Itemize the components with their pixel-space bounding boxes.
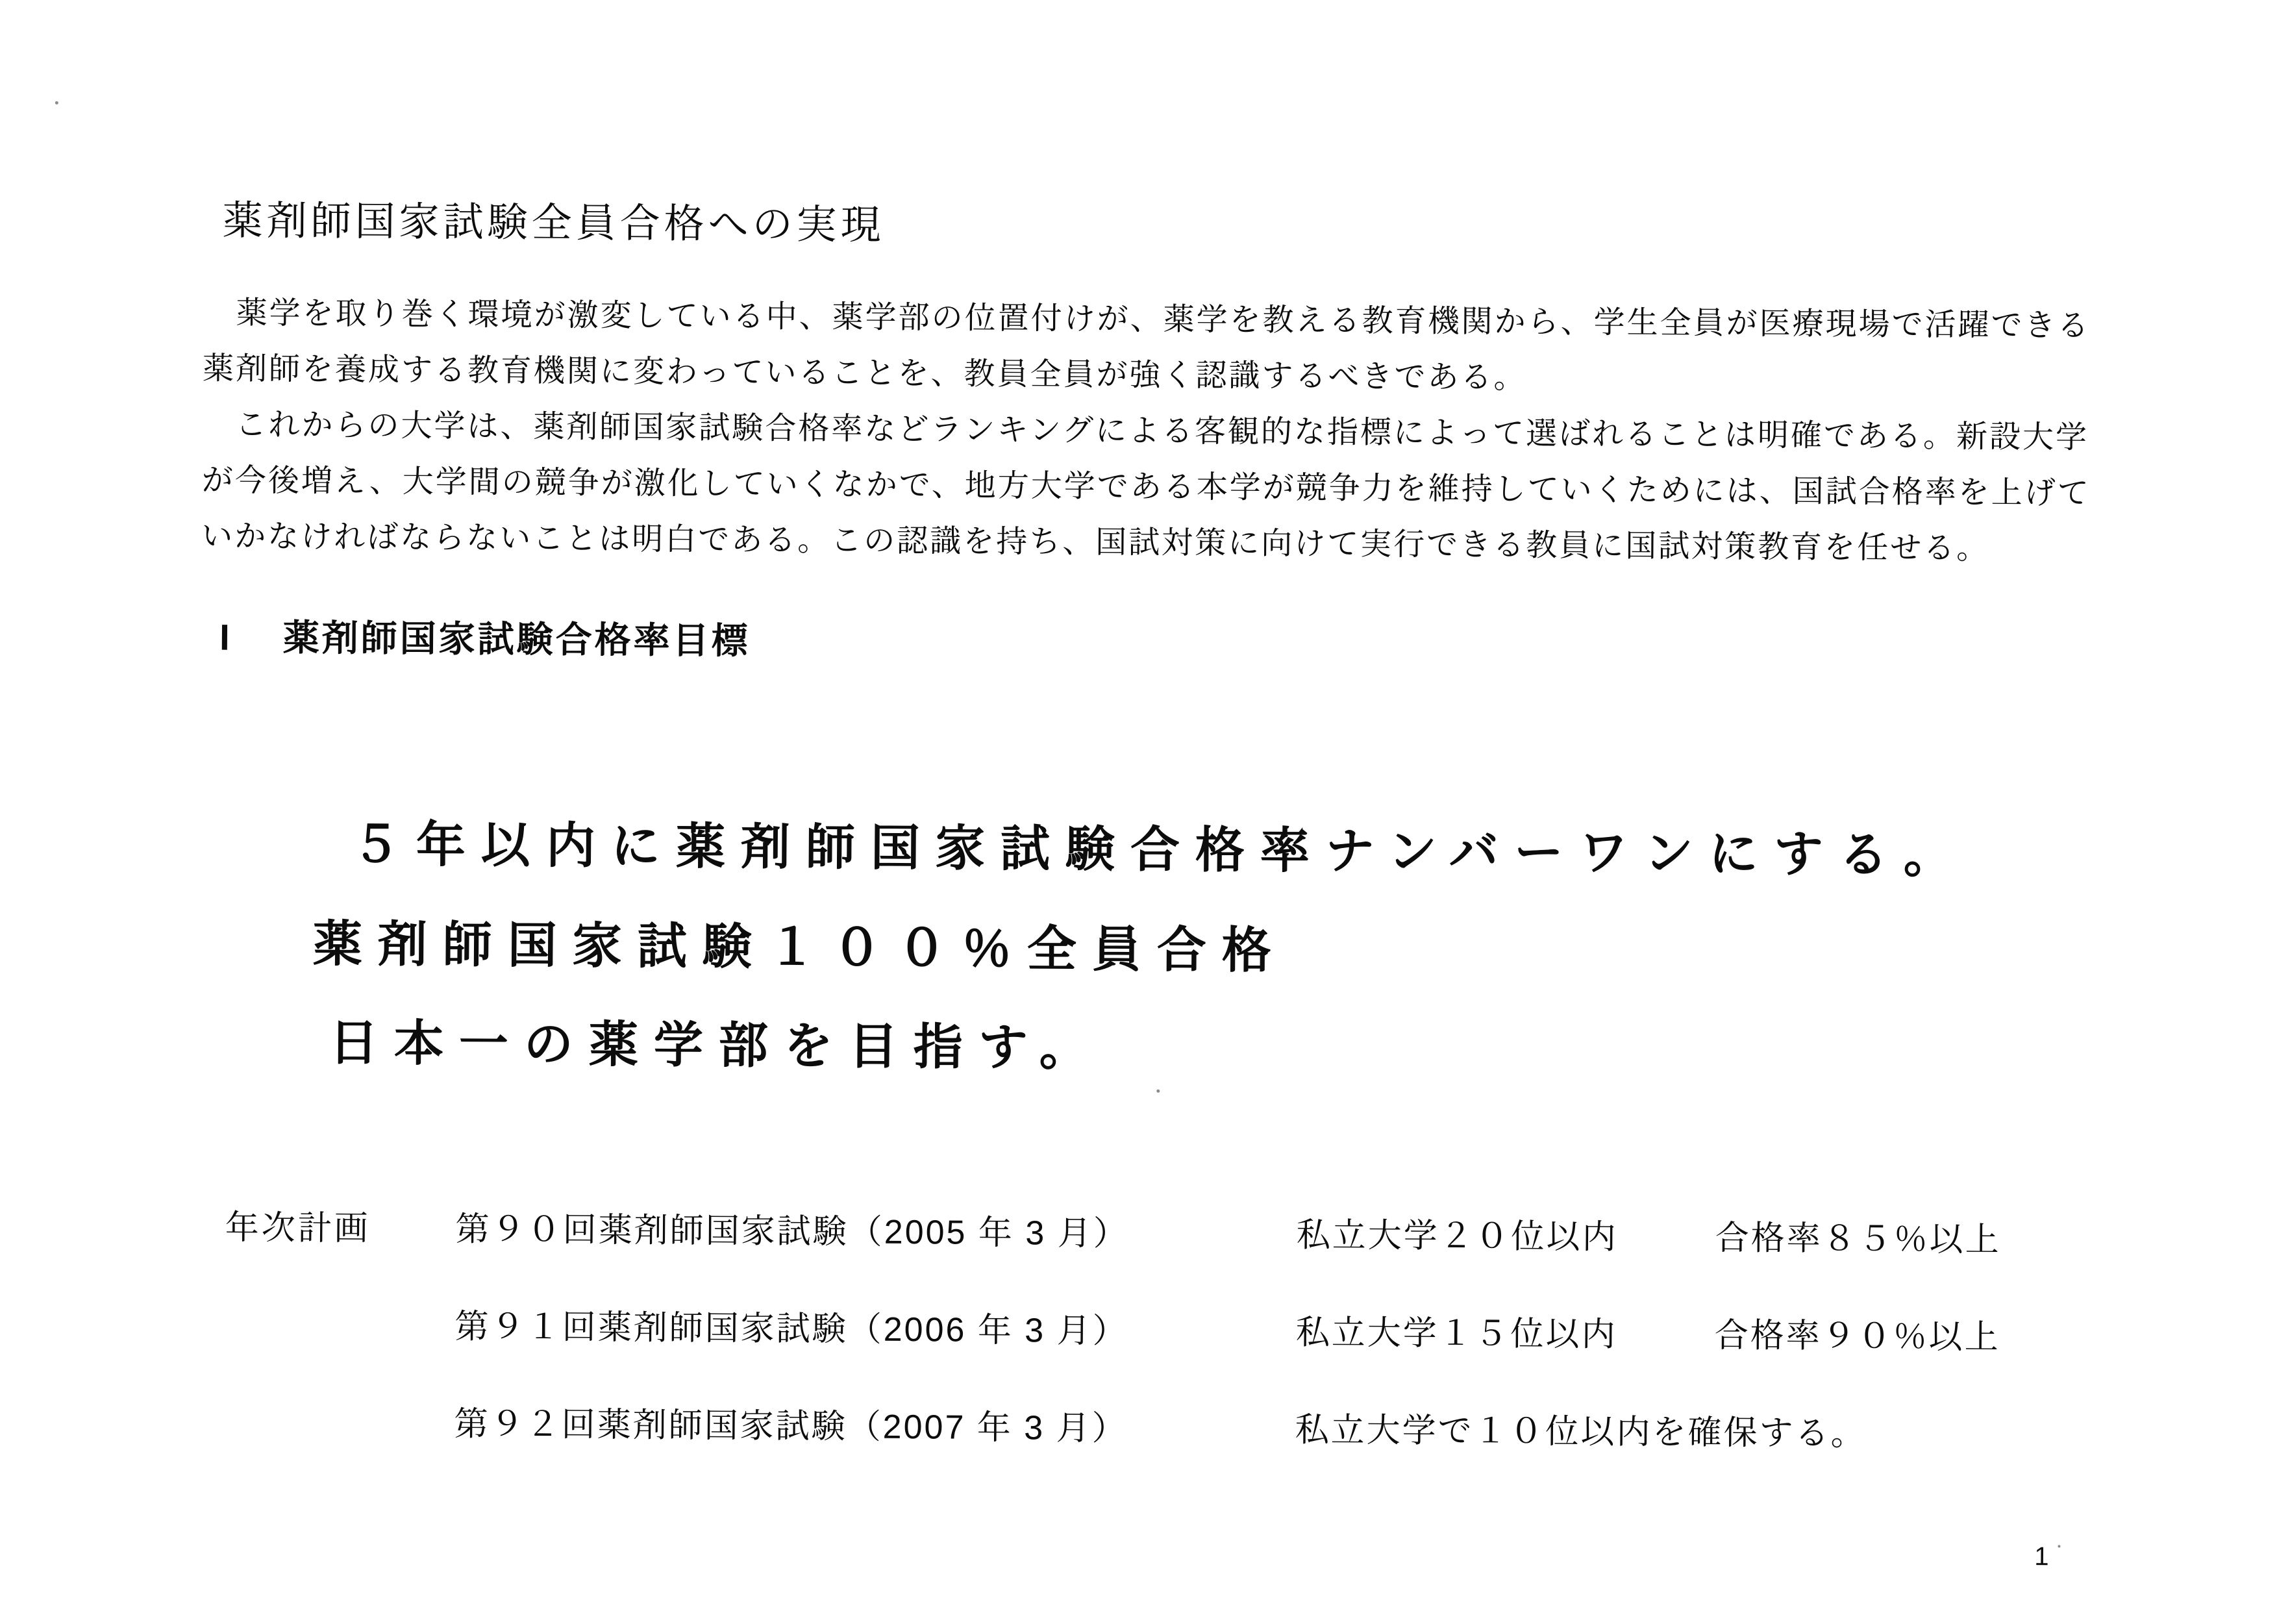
intro-line: 薬学を取り巻く環境が激変している中、薬学部の位置付けが、薬学を教える教育機関から、学生全員が医療現場で活躍できる bbox=[203, 295, 2091, 344]
rank-target: 私立大学１５位以内 bbox=[1295, 1314, 1617, 1354]
scan-speck bbox=[1156, 1090, 1160, 1093]
intro-line: これからの大学は、薬剤師国家試験合格率などランキングによる客観的な指標によって選ばれることは明確である。新設大学 bbox=[202, 407, 2089, 455]
goal-statement-1: ５年以内に薬剤師国家試験合格率ナンバーワンにする。 bbox=[351, 817, 1969, 884]
scan-speck bbox=[55, 101, 58, 105]
rank-target: 私立大学で１０位以内を確保する。 bbox=[1295, 1411, 1867, 1453]
exam-name: 第９２回薬剤師国家試験（2007 年 3 月） bbox=[454, 1405, 1128, 1448]
annual-plan-label: 年次計画 bbox=[225, 1208, 371, 1248]
intro-line: が今後増え、大学間の競争が激化していくなかで、地方大学である本学が競争力を維持していくためには、国試合格率を上げて bbox=[201, 463, 2091, 511]
intro-line: 薬剤師を養成する教育機関に変わっていることを、教員全員が強く認識するべきである。 bbox=[202, 351, 1527, 395]
exam-name: 第９１回薬剤師国家試験（2006 年 3 月） bbox=[454, 1308, 1128, 1351]
section-heading-text: 薬剤師国家試験合格率目標 bbox=[282, 617, 751, 662]
scan-speck bbox=[2058, 1545, 2060, 1547]
goal-statement-3: 日本一の薬学部を目指す。 bbox=[329, 1015, 1104, 1077]
intro-line: いかなければならないことは明白である。この認識を持ち、国試対策に向けて実行できる教員に国試対策教育を任せる。 bbox=[201, 519, 1990, 566]
rate-target: 合格率８５％以上 bbox=[1715, 1219, 2001, 1259]
page-number: 1 bbox=[2034, 1542, 2049, 1571]
section-heading bbox=[219, 609, 751, 665]
intro-paragraphs bbox=[201, 285, 2092, 577]
rate-target: 合格率９０％以上 bbox=[1714, 1316, 2000, 1356]
document-title: 薬剤師国家試験全員合格への実現 bbox=[222, 198, 885, 248]
section-numeral: I bbox=[219, 616, 232, 658]
annual-plan-row bbox=[0, 1393, 2267, 1486]
annual-plan-row bbox=[0, 1295, 2268, 1389]
rank-target: 私立大学２０位以内 bbox=[1296, 1216, 1618, 1256]
goal-statement-2: 薬剤師国家試験１００％全員合格 bbox=[312, 916, 1288, 979]
exam-name: 第９０回薬剤師国家試験（2005 年 3 月） bbox=[455, 1210, 1129, 1253]
annual-plan-row bbox=[0, 1198, 2269, 1292]
